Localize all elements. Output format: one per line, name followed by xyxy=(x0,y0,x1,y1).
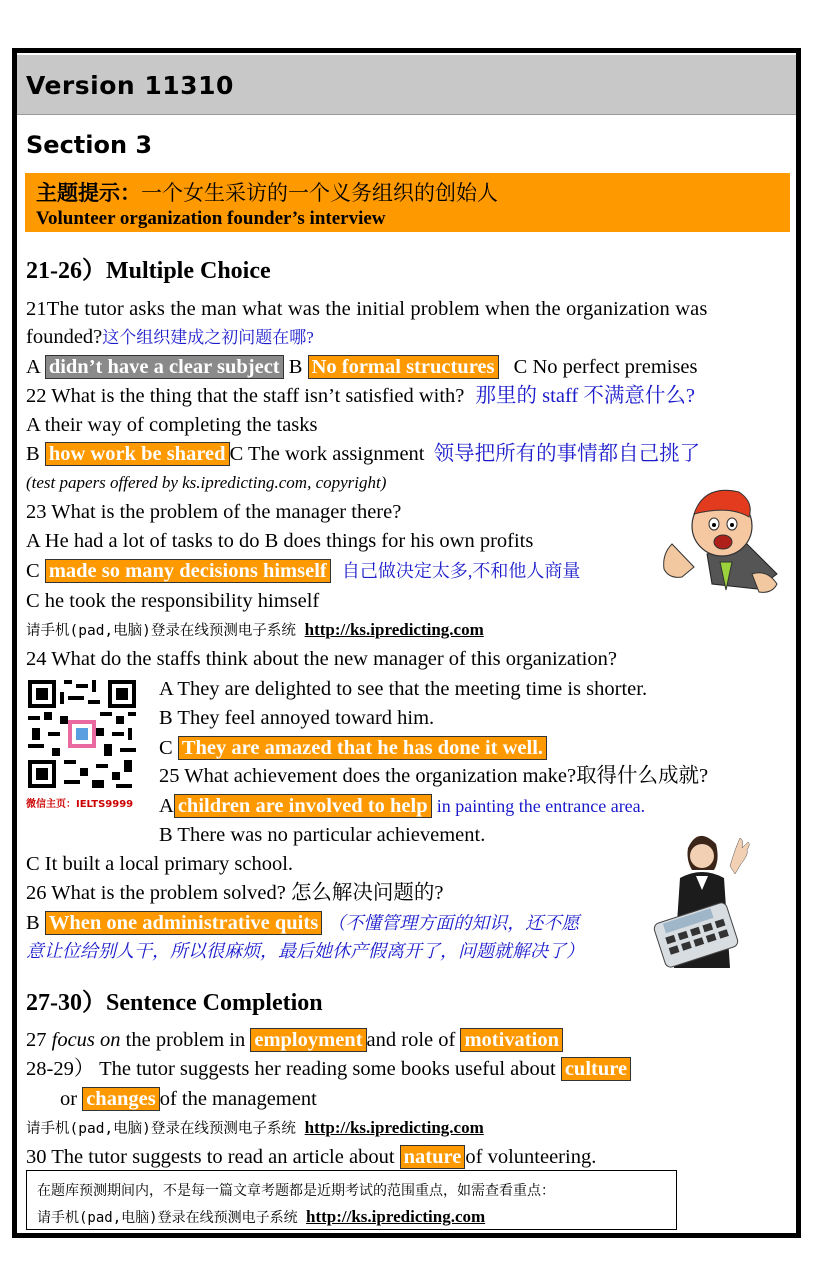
qr-caption xyxy=(26,795,133,810)
q25-option-b: B There was no particular achievement. xyxy=(159,824,486,846)
promo-text-1: 请手机(pad,电脑)登录在线预测电子系统 xyxy=(26,623,296,639)
q22-cn: 那里的 staff 不满意什么? xyxy=(475,385,695,407)
q26-cn: 怎么解决问题的? xyxy=(290,882,444,904)
bottom-notice-link[interactable]: http://ks.ipredicting.com xyxy=(306,1207,486,1226)
q24-c-letter: C xyxy=(159,737,173,759)
bottom-notice-line-1: 在题库预测期间内，不是每一篇文章考题都是近期考试的范围重点，如需查看重点： xyxy=(37,1183,555,1199)
topic-cn: 一个女生采访的一个义务组织的创始人 xyxy=(141,181,498,205)
q24-answer-c: They are amazed that he has done it well. xyxy=(178,736,547,760)
q27-mid2: and role of xyxy=(366,1029,456,1051)
qr-caption-id: IELTS9999 xyxy=(76,799,134,810)
q25-line xyxy=(159,763,708,789)
bottom-notice-text: 请手机(pad,电脑)登录在线预测电子系统 xyxy=(37,1210,298,1226)
q21-text-a: 21The tutor asks the man what was the initial problem when the organization was xyxy=(26,298,708,320)
q27-answer-2: motivation xyxy=(460,1028,563,1052)
topic-label: 主题提示： xyxy=(36,181,141,205)
q23-option-a: A He had a lot of tasks to do B does things for his own profits xyxy=(26,530,534,552)
sc-heading: 27-30）Sentence Completion xyxy=(26,990,323,1016)
promo-link-1[interactable]: http://ks.ipredicting.com xyxy=(304,620,484,639)
q25-option-a-rest: in painting the entrance area. xyxy=(436,796,646,816)
promo-line-1 xyxy=(26,617,484,644)
version-title: Version 11310 xyxy=(26,71,234,100)
promo-text-2: 请手机(pad,电脑)登录在线预测电子系统 xyxy=(26,1121,296,1137)
q23-c-letter: C xyxy=(26,560,40,582)
bottom-notice-line-2 xyxy=(37,1207,485,1227)
topic-cn-line xyxy=(36,177,498,207)
q26-answer-b: When one administrative quits xyxy=(45,911,322,935)
q27-line xyxy=(26,1027,563,1053)
q29-rest: of the management xyxy=(159,1088,317,1110)
q22-text: 22 What is the thing that the staff isn’t satisfied with? xyxy=(26,385,465,407)
q23-option-c2: C he took the responsibility himself xyxy=(26,590,320,612)
q21-answer-b: No formal structures xyxy=(308,355,499,379)
q25-answer-a: children are involved to help xyxy=(174,794,432,818)
businesswoman-illustration xyxy=(650,826,758,972)
q26-cn3: 意让位给别人干，所以很麻烦，最后她休产假离开了，问题就解决了） xyxy=(26,941,584,961)
q28-text: 28-29） The tutor suggests her reading some books useful about xyxy=(26,1058,556,1080)
q26-text: 26 What is the problem solved? xyxy=(26,882,286,904)
q26-cn2: （不懂管理方面的知识，还不愿 xyxy=(327,913,580,933)
q25-cn: 取得什么成就? xyxy=(576,765,709,787)
q21-a-letter: A xyxy=(26,356,40,378)
version-header xyxy=(17,55,796,115)
q29-answer: changes xyxy=(82,1087,159,1111)
q22-cn2: 领导把所有的事情都自己挑了 xyxy=(433,443,701,465)
topic-en: Volunteer organization founder’s interview xyxy=(36,208,386,229)
q27-num: 27 xyxy=(26,1029,47,1051)
q26-options-b xyxy=(26,910,579,936)
q21-option-c: C No perfect premises xyxy=(513,356,698,378)
q25-a-letter: A xyxy=(159,795,174,817)
q23-cn: 自己做决定太多,不和他人商量 xyxy=(341,561,581,581)
q25-option-c: C It built a local primary school. xyxy=(26,853,294,875)
q22-options-bc xyxy=(26,441,700,467)
section-title: Section 3 xyxy=(26,131,153,159)
topic-box xyxy=(25,173,790,232)
qr-caption-label: 微信主页： xyxy=(26,799,76,810)
q21-cn: 这个组织建成之初问题在哪? xyxy=(102,328,314,347)
angry-manager-illustration xyxy=(652,484,792,602)
q24-option-a: A They are delighted to see that the meeting time is shorter. xyxy=(159,678,648,700)
q24-options-c xyxy=(159,735,547,761)
q22-answer-b: how work be shared xyxy=(45,442,230,466)
q21-answer-a: didn’t have a clear subject xyxy=(45,355,284,379)
q25-options-a xyxy=(159,793,645,819)
q25-text: 25 What achievement does the organization make? xyxy=(159,765,577,787)
q21-options xyxy=(26,354,698,380)
q30-line xyxy=(26,1144,596,1170)
q27-answer-1: employment xyxy=(250,1028,366,1052)
q30-rest: of volunteering. xyxy=(465,1146,597,1168)
copyright-note: (test papers offered by ks.ipredicting.com, copyright) xyxy=(26,473,387,492)
q26-b-letter: B xyxy=(26,912,40,934)
q24-option-b: B They feel annoyed toward him. xyxy=(159,707,435,729)
q30-text: 30 The tutor suggests to read an article about xyxy=(26,1146,395,1168)
q22-b-letter: B xyxy=(26,443,40,465)
mc-heading: 21-26）Multiple Choice xyxy=(26,258,271,284)
q24-text: 24 What do the staffs think about the new manager of this organization? xyxy=(26,648,617,670)
promo-line-2 xyxy=(26,1115,484,1142)
q29-or: or xyxy=(60,1088,78,1110)
bottom-notice-box xyxy=(26,1170,677,1230)
q30-answer: nature xyxy=(400,1145,466,1169)
q28-answer-1: culture xyxy=(561,1057,631,1081)
q26-line xyxy=(26,880,444,906)
q21-line-b xyxy=(26,324,314,351)
q28-line xyxy=(26,1056,631,1082)
q27-focus: focus on xyxy=(51,1029,121,1051)
q23-answer-c: made so many decisions himself xyxy=(45,559,331,583)
promo-link-2[interactable]: http://ks.ipredicting.com xyxy=(304,1118,484,1137)
q23-text: 23 What is the problem of the manager there? xyxy=(26,501,402,523)
q21-text-b: founded? xyxy=(26,326,103,348)
q27-mid: the problem in xyxy=(125,1029,246,1051)
q29-line xyxy=(60,1086,317,1112)
qr-code-icon xyxy=(28,680,136,788)
q21-b-letter: B xyxy=(288,356,303,378)
q22-line xyxy=(26,383,695,409)
q22-option-c: C The work assignment xyxy=(229,443,425,465)
q22-option-a: A their way of completing the tasks xyxy=(26,414,318,436)
q23-options-c xyxy=(26,558,580,584)
